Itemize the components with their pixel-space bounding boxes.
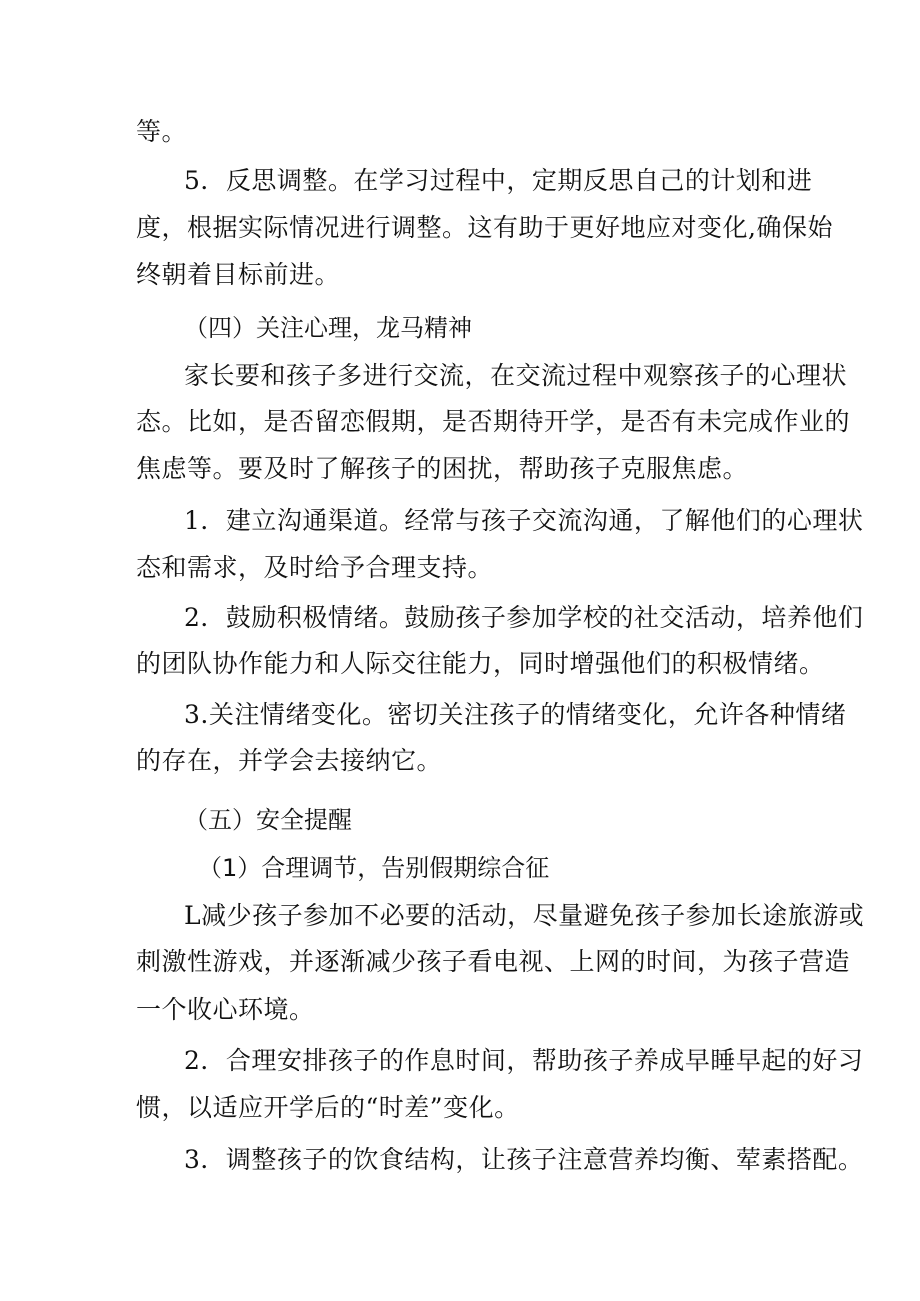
- paragraph-line: 3.关注情绪变化。密切关注孩子的情绪变化，允许各种情绪: [184, 700, 847, 729]
- paragraph-line: 惯，以适应开学后的“时差”变化。: [136, 1093, 520, 1122]
- paragraph-line: 等。: [136, 117, 188, 146]
- paragraph-line: 1．建立沟通渠道。经常与孩子交流沟通，了解他们的心理状: [184, 506, 864, 535]
- section-heading-5: （五）安全提醒: [184, 806, 352, 834]
- paragraph-line: 焦虑等。要及时了解孩子的困扰，帮助孩子克服焦虑。: [136, 454, 749, 483]
- paragraph-line: L减少孩子参加不必要的活动，尽量避免孩子参加长途旅游或: [184, 901, 865, 930]
- paragraph-line: 家长要和孩子多进行交流，在交流过程中观察孩子的心理状: [184, 361, 848, 390]
- section-heading-4: （四）关注心理，龙马精神: [184, 314, 472, 342]
- paragraph-line: 的团队协作能力和人际交往能力，同时增强他们的积极情绪。: [136, 649, 825, 678]
- paragraph-line: 态。比如，是否留恋假期，是否期待开学，是否有未完成作业的: [136, 407, 851, 436]
- paragraph-line: 一个收心环境。: [136, 995, 315, 1024]
- paragraph-line: 5．反思调整。在学习过程中，定期反思自己的计划和进: [184, 166, 813, 195]
- subsection-heading-1: （1）合理调节，告别假期综合征: [198, 854, 550, 882]
- paragraph-line: 度，根据实际情况进行调整。这有助于更好地应对变化,确保始: [136, 213, 833, 242]
- paragraph-line: 2．鼓励积极情绪。鼓励孩子参加学校的社交活动，培养他们: [184, 603, 864, 632]
- paragraph-line: 终朝着目标前进。: [136, 260, 341, 289]
- paragraph-line: 刺激性游戏，并逐渐减少孩子看电视、上网的时间，为孩子营造: [136, 947, 851, 976]
- paragraph-line: 3．调整孩子的饮食结构，让孩子注意营养均衡、荤素搭配。: [184, 1145, 864, 1174]
- paragraph-line: 2．合理安排孩子的作息时间，帮助孩子养成早睡早起的好习: [184, 1046, 864, 1075]
- paragraph-line: 的存在，并学会去接纳它。: [136, 746, 443, 775]
- paragraph-line: 态和需求，及时给予合理支持。: [136, 553, 494, 582]
